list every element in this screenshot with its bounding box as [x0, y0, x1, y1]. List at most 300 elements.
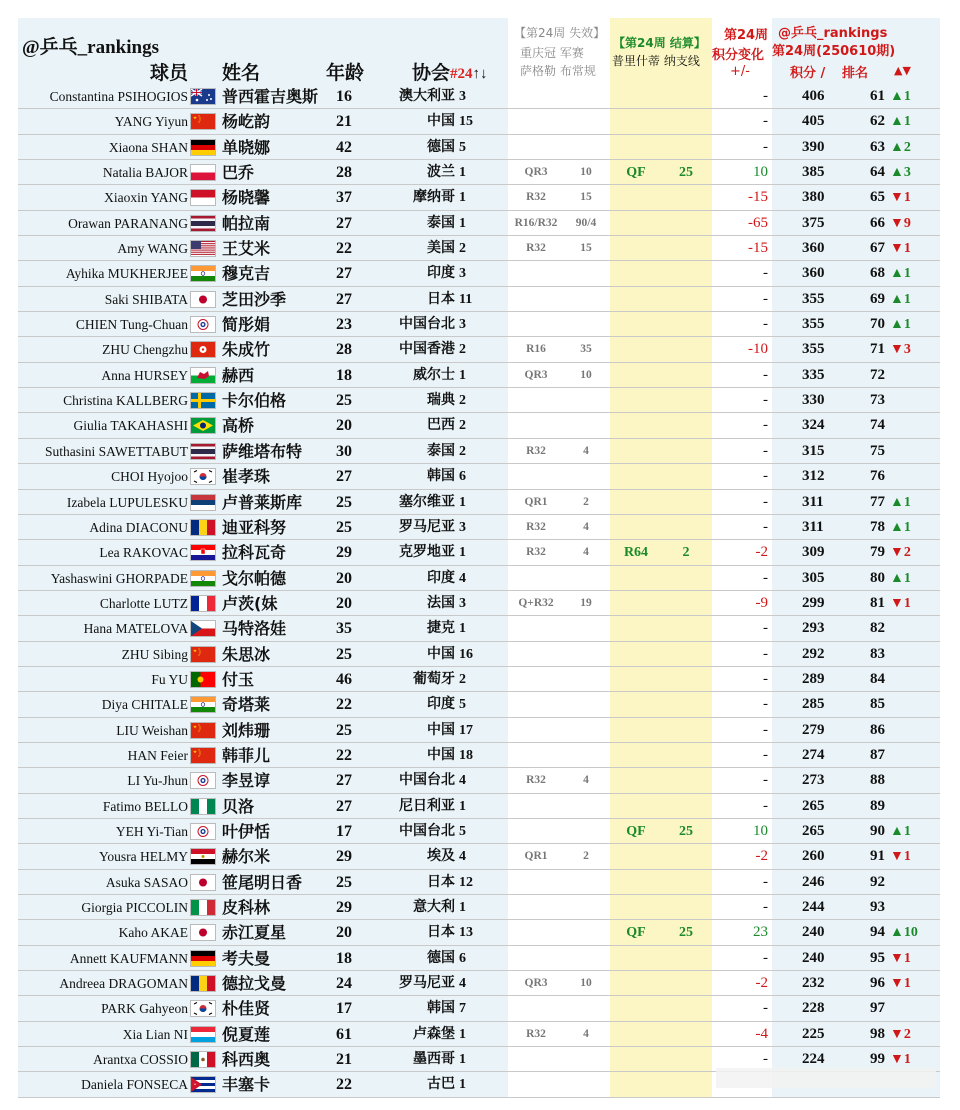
points-change: 10: [753, 164, 768, 181]
rank: 74: [870, 417, 885, 434]
player-association: 印度: [427, 569, 455, 586]
points-change: -: [763, 442, 768, 459]
player-association: 德国: [427, 949, 455, 966]
player-age: 16: [336, 88, 352, 105]
rank: 83: [870, 645, 885, 662]
points-change: -: [763, 1051, 768, 1068]
settled-points: [666, 566, 706, 591]
expired-round: [512, 642, 560, 667]
points: 244: [802, 899, 825, 915]
association-rank: 16: [459, 646, 473, 662]
player-chinese-name: 奇塔莱: [222, 695, 271, 715]
points-change: -: [763, 873, 768, 890]
player-english-name: Arantxa COSSIO: [93, 1052, 188, 1068]
table-header: [18, 18, 940, 84]
player-age: 37: [336, 189, 352, 207]
points: 312: [802, 468, 825, 485]
expired-points: [566, 870, 606, 895]
sort-indicator[interactable]: [450, 66, 488, 83]
player-english-name: Diya CHITALE: [101, 697, 188, 713]
association-rank: 1: [459, 165, 466, 181]
rank: 79: [870, 544, 885, 561]
rank: 61: [870, 88, 885, 104]
association-rank: 7: [459, 1001, 466, 1017]
association-rank: 3: [459, 595, 466, 611]
rank-movement: ▼2: [890, 1026, 911, 1042]
player-association: 古巴: [427, 1076, 455, 1093]
points-change: -: [763, 670, 768, 687]
points: 265: [802, 822, 825, 839]
player-association: 波兰: [427, 164, 455, 181]
expired-points: [566, 84, 606, 109]
points-change: -4: [755, 1025, 768, 1042]
fail-title: 【第24周 失效】: [514, 26, 606, 40]
rank: 99: [870, 1051, 885, 1068]
points-change: -9: [755, 594, 768, 611]
player-association: 美国: [427, 240, 455, 257]
points-change: -2: [755, 848, 768, 865]
points-change: -: [763, 949, 768, 966]
points: 246: [802, 873, 825, 890]
player-english-name: HAN Feier: [127, 747, 188, 763]
player-english-name: Amy WANG: [117, 241, 188, 257]
points: 315: [802, 442, 825, 459]
association-rank: 6: [459, 950, 466, 966]
points: 355: [802, 341, 825, 358]
table-row: [18, 768, 940, 793]
settled-points: [666, 109, 706, 134]
settled-points: [666, 287, 706, 312]
player-english-name: Giulia TAKAHASHI: [73, 418, 188, 434]
table-row: [18, 946, 940, 971]
settled-points: [666, 388, 706, 413]
points: 279: [802, 721, 825, 738]
settled-points: [666, 1047, 706, 1072]
expired-round: [512, 870, 560, 895]
points-change: -65: [748, 214, 768, 231]
rank: 68: [870, 265, 885, 282]
settled-round: [614, 439, 658, 464]
table-row: [18, 566, 940, 591]
player-age: 20: [336, 417, 352, 435]
rank-movement: ▼1: [890, 595, 911, 611]
table-row: [18, 971, 940, 996]
sort-arrows: ↑↓: [472, 66, 488, 82]
points-change: -: [763, 620, 768, 637]
table-row: [18, 718, 940, 743]
player-chinese-name: 赫西: [222, 365, 255, 385]
eg-flag-icon: [190, 848, 216, 865]
tpe-flag-icon: [190, 316, 216, 333]
player-age: 20: [336, 594, 352, 612]
table-row: [18, 185, 940, 210]
player-chinese-name: 贝洛: [222, 796, 255, 816]
expired-points: [566, 413, 606, 438]
table-row: [18, 794, 940, 819]
settled-points: [666, 236, 706, 261]
points: 380: [802, 189, 825, 206]
association-rank: 17: [459, 722, 473, 738]
rank: 97: [870, 1000, 885, 1017]
expired-round: [512, 566, 560, 591]
settled-round: [614, 388, 658, 413]
player-english-name: ZHU Chengzhu: [102, 342, 188, 358]
rank-movement: ▲1: [890, 519, 911, 535]
settled-round: [614, 236, 658, 261]
settled-points: [666, 844, 706, 869]
points-change: -: [763, 138, 768, 155]
player-chinese-name: 戈尔帕德: [222, 568, 287, 588]
association-rank: 3: [459, 89, 466, 104]
player-association: 中国: [427, 746, 455, 763]
table-row: [18, 540, 940, 565]
table-row: [18, 160, 940, 185]
expired-round: [512, 1047, 560, 1072]
player-age: 22: [336, 240, 352, 258]
table-row: [18, 819, 940, 844]
player-chinese-name: 杨晓馨: [222, 188, 271, 208]
player-association: 中国台北: [399, 316, 455, 333]
player-association: 意大利: [413, 899, 455, 915]
settled-points: [666, 870, 706, 895]
settled-round: [614, 844, 658, 869]
player-chinese-name: 巴乔: [222, 163, 255, 183]
points-change: -15: [748, 240, 768, 257]
player-association: 韩国: [427, 468, 455, 485]
au-flag-icon: [190, 88, 216, 105]
rank: 93: [870, 899, 885, 915]
rank: 88: [870, 772, 885, 789]
points: 311: [802, 518, 824, 535]
expired-round: [512, 996, 560, 1021]
player-chinese-name: 德拉戈曼: [222, 974, 287, 994]
rank-movement: ▼1: [890, 241, 911, 257]
expired-points: [566, 135, 606, 160]
association-rank: 3: [459, 519, 466, 535]
mx-flag-icon: [190, 1051, 216, 1068]
rank-movement: ▼1: [890, 1052, 911, 1068]
player-chinese-name: 简彤娟: [222, 315, 271, 335]
expired-points: [566, 312, 606, 337]
player-association: 澳大利亚: [399, 88, 455, 104]
settled-points: 25: [679, 925, 693, 941]
expired-points: [566, 692, 606, 717]
points-change: 23: [753, 924, 768, 941]
points-change: -: [763, 645, 768, 662]
table-row: [18, 287, 940, 312]
association-rank: 2: [459, 443, 466, 459]
account-handle: @乒乓_rankings: [22, 37, 159, 58]
settled-points: [666, 616, 706, 641]
rank: 89: [870, 797, 885, 814]
settled-round: [614, 743, 658, 768]
player-age: 28: [336, 164, 352, 182]
points: 390: [802, 138, 825, 155]
expired-round: [512, 692, 560, 717]
table-row: [18, 667, 940, 692]
rank: 91: [870, 848, 885, 865]
association-rank: 1: [459, 367, 466, 383]
player-chinese-name: 韩菲儿: [222, 745, 271, 765]
table-row: [18, 337, 940, 362]
association-rank: 1: [459, 798, 466, 814]
rank-movement: ▲1: [890, 89, 911, 104]
expired-points: 4: [583, 774, 589, 787]
settled-points: [666, 185, 706, 210]
points-change: -: [763, 721, 768, 738]
table-row: [18, 464, 940, 489]
player-chinese-name: 崔孝珠: [222, 467, 271, 487]
points: 260: [802, 848, 825, 865]
table-row: [18, 261, 940, 286]
player-chinese-name: 刘炜珊: [222, 720, 271, 740]
association-rank: 1: [459, 545, 466, 561]
expired-points: 19: [580, 596, 592, 609]
player-association: 葡萄牙: [413, 670, 455, 687]
expired-round: [512, 743, 560, 768]
settled-round: QF: [626, 823, 646, 839]
player-association: 印度: [427, 265, 455, 282]
player-age: 22: [336, 746, 352, 764]
it-flag-icon: [190, 899, 216, 916]
expired-round: QR3: [524, 977, 548, 990]
association-rank: 2: [459, 393, 466, 409]
expired-points: [566, 616, 606, 641]
association-rank: 11: [459, 291, 473, 307]
points-change: -: [763, 569, 768, 586]
player-association: 泰国: [427, 442, 455, 459]
association-rank: 13: [459, 925, 473, 941]
fail-event-1: 重庆冠 军赛: [520, 46, 584, 60]
header-player: 球员: [150, 63, 189, 84]
player-association: 巴西: [427, 417, 455, 434]
player-age: 46: [336, 670, 352, 688]
settled-points: [666, 261, 706, 286]
expired-points: 2: [583, 495, 589, 508]
rank: 98: [870, 1025, 885, 1042]
player-age: 25: [336, 518, 352, 536]
settled-points: [666, 692, 706, 717]
player-association: 德国: [427, 138, 455, 155]
expired-round: [512, 464, 560, 489]
expired-points: 35: [580, 343, 592, 356]
table-row: [18, 591, 940, 616]
player-chinese-name: 皮科林: [222, 898, 271, 917]
expired-round: R32: [526, 774, 546, 787]
player-english-name: CHOI Hyojoo: [111, 469, 188, 485]
header-rank: 排名: [842, 66, 869, 81]
player-age: 29: [336, 848, 352, 866]
player-chinese-name: 卡尔伯格: [222, 391, 287, 411]
settled-round: [614, 768, 658, 793]
settled-round: QF: [626, 165, 646, 181]
player-association: 卢森堡: [413, 1025, 455, 1042]
settled-round: [614, 591, 658, 616]
player-association: 中国: [427, 721, 455, 738]
rank: 66: [870, 214, 885, 231]
player-english-name: LIU Weishan: [116, 722, 188, 738]
player-chinese-name: 单晓娜: [222, 137, 271, 157]
association-rank: 2: [459, 241, 466, 257]
association-rank: 4: [459, 849, 466, 865]
association-rank: 1: [459, 621, 466, 637]
points: 273: [802, 772, 825, 789]
rank: 62: [870, 113, 885, 130]
player-english-name: Anna HURSEY: [101, 367, 188, 383]
settled-round: [614, 946, 658, 971]
settled-round: [614, 337, 658, 362]
expired-points: [566, 920, 606, 945]
association-rank: 4: [459, 976, 466, 992]
player-english-name: Ayhika MUKHERJEE: [65, 266, 188, 282]
association-rank: 2: [459, 418, 466, 434]
association-rank: 1: [459, 215, 466, 231]
rs-flag-icon: [190, 494, 216, 511]
player-chinese-name: 赤江夏星: [222, 923, 287, 943]
association-rank: 5: [459, 697, 466, 713]
player-age: 27: [336, 290, 352, 308]
points-change: -: [763, 265, 768, 282]
expired-points: [566, 743, 606, 768]
points: 360: [802, 240, 825, 257]
settled-round: [614, 109, 658, 134]
expired-points: [566, 287, 606, 312]
settled-points: [666, 743, 706, 768]
player-chinese-name: 丰塞卡: [222, 1075, 271, 1095]
rank: 80: [870, 569, 885, 586]
table-row: [18, 870, 940, 895]
player-association: 中国台北: [399, 772, 455, 789]
player-age: 21: [336, 1051, 352, 1069]
player-association: 日本: [427, 290, 455, 307]
expired-round: QR1: [524, 495, 548, 508]
player-association: 中国: [427, 113, 455, 130]
player-chinese-name: 马特洛娃: [222, 619, 287, 639]
settled-points: [666, 464, 706, 489]
player-chinese-name: 杨屹韵: [222, 112, 271, 132]
table-body: [18, 84, 940, 1098]
table-row: [18, 642, 940, 667]
player-age: 27: [336, 797, 352, 815]
points-change: -: [763, 392, 768, 409]
player-english-name: YEH Yi-Tian: [115, 823, 188, 839]
points: 265: [802, 797, 825, 814]
rank: 95: [870, 949, 885, 966]
player-chinese-name: 考夫曼: [222, 948, 271, 968]
player-english-name: Andreea DRAGOMAN: [59, 976, 188, 992]
rank: 69: [870, 290, 885, 307]
player-chinese-name: 萨维塔布特: [222, 441, 303, 461]
player-english-name: Fatimo BELLO: [102, 798, 188, 814]
table-row: [18, 844, 940, 869]
rank-movement: ▲2: [890, 139, 911, 155]
association-rank: 12: [459, 874, 473, 890]
settled-points: [666, 135, 706, 160]
player-chinese-name: 卢茨(妹: [222, 593, 278, 613]
header-association: 协会: [412, 63, 451, 84]
points: 375: [802, 214, 825, 231]
rank-movement: ▼1: [890, 190, 911, 206]
settled-round: [614, 413, 658, 438]
hr-flag-icon: [190, 544, 216, 561]
player-english-name: Fu YU: [151, 671, 188, 687]
player-english-name: Xia Lian NI: [122, 1026, 188, 1042]
settled-round: [614, 287, 658, 312]
expired-points: [566, 464, 606, 489]
player-association: 法国: [427, 594, 455, 611]
rank: 67: [870, 240, 885, 257]
rank-movement: ▲3: [890, 165, 911, 181]
cu-flag-icon: [190, 1076, 216, 1093]
expired-points: [566, 566, 606, 591]
association-rank: 15: [459, 114, 473, 130]
expired-points: [566, 794, 606, 819]
association-rank: 4: [459, 773, 466, 789]
points: 355: [802, 316, 825, 333]
expired-points: [566, 667, 606, 692]
pl-flag-icon: [190, 164, 216, 181]
points: 311: [802, 493, 824, 510]
points: 274: [802, 746, 825, 763]
association-rank: 2: [459, 671, 466, 687]
expired-points: [566, 388, 606, 413]
player-age: 17: [336, 1000, 352, 1018]
association-rank: 1: [459, 1077, 466, 1093]
settled-round: [614, 211, 658, 236]
expired-round: [512, 135, 560, 160]
table-row: [18, 920, 940, 945]
cz-flag-icon: [190, 620, 216, 637]
player-association: 中国台北: [399, 822, 455, 839]
player-age: 28: [336, 341, 352, 359]
points: 305: [802, 569, 825, 586]
table-row: [18, 236, 940, 261]
points-change: 10: [753, 822, 768, 839]
player-english-name: Yousra HELMY: [98, 849, 188, 865]
player-english-name: Charlotte LUTZ: [99, 595, 188, 611]
expired-round: [512, 312, 560, 337]
in-flag-icon: [190, 265, 216, 282]
expired-points: 4: [583, 444, 589, 457]
rank-movement: ▲1: [890, 570, 911, 586]
player-association: 克罗地亚: [399, 544, 455, 561]
expired-points: 90/4: [575, 216, 597, 229]
rank: 64: [870, 164, 885, 181]
player-age: 22: [336, 696, 352, 714]
player-chinese-name: 高桥: [222, 416, 255, 436]
expired-round: [512, 1072, 560, 1097]
settled-round: [614, 718, 658, 743]
table-row: [18, 616, 940, 641]
points-change: -: [763, 88, 768, 104]
player-association: 中国香港: [399, 341, 455, 358]
settled-points: [666, 642, 706, 667]
expired-points: [566, 996, 606, 1021]
expired-round: [512, 667, 560, 692]
points: 285: [802, 696, 825, 713]
expired-points: 15: [580, 191, 592, 204]
settled-round: [614, 616, 658, 641]
expired-round: [512, 413, 560, 438]
player-age: 42: [336, 138, 352, 156]
tpe-flag-icon: [190, 823, 216, 840]
player-age: 18: [336, 949, 352, 967]
rank: 73: [870, 392, 885, 409]
expired-round: R32: [526, 191, 546, 204]
settled-points: [666, 413, 706, 438]
points: 324: [802, 417, 825, 434]
rank-movement: ▼1: [890, 976, 911, 992]
